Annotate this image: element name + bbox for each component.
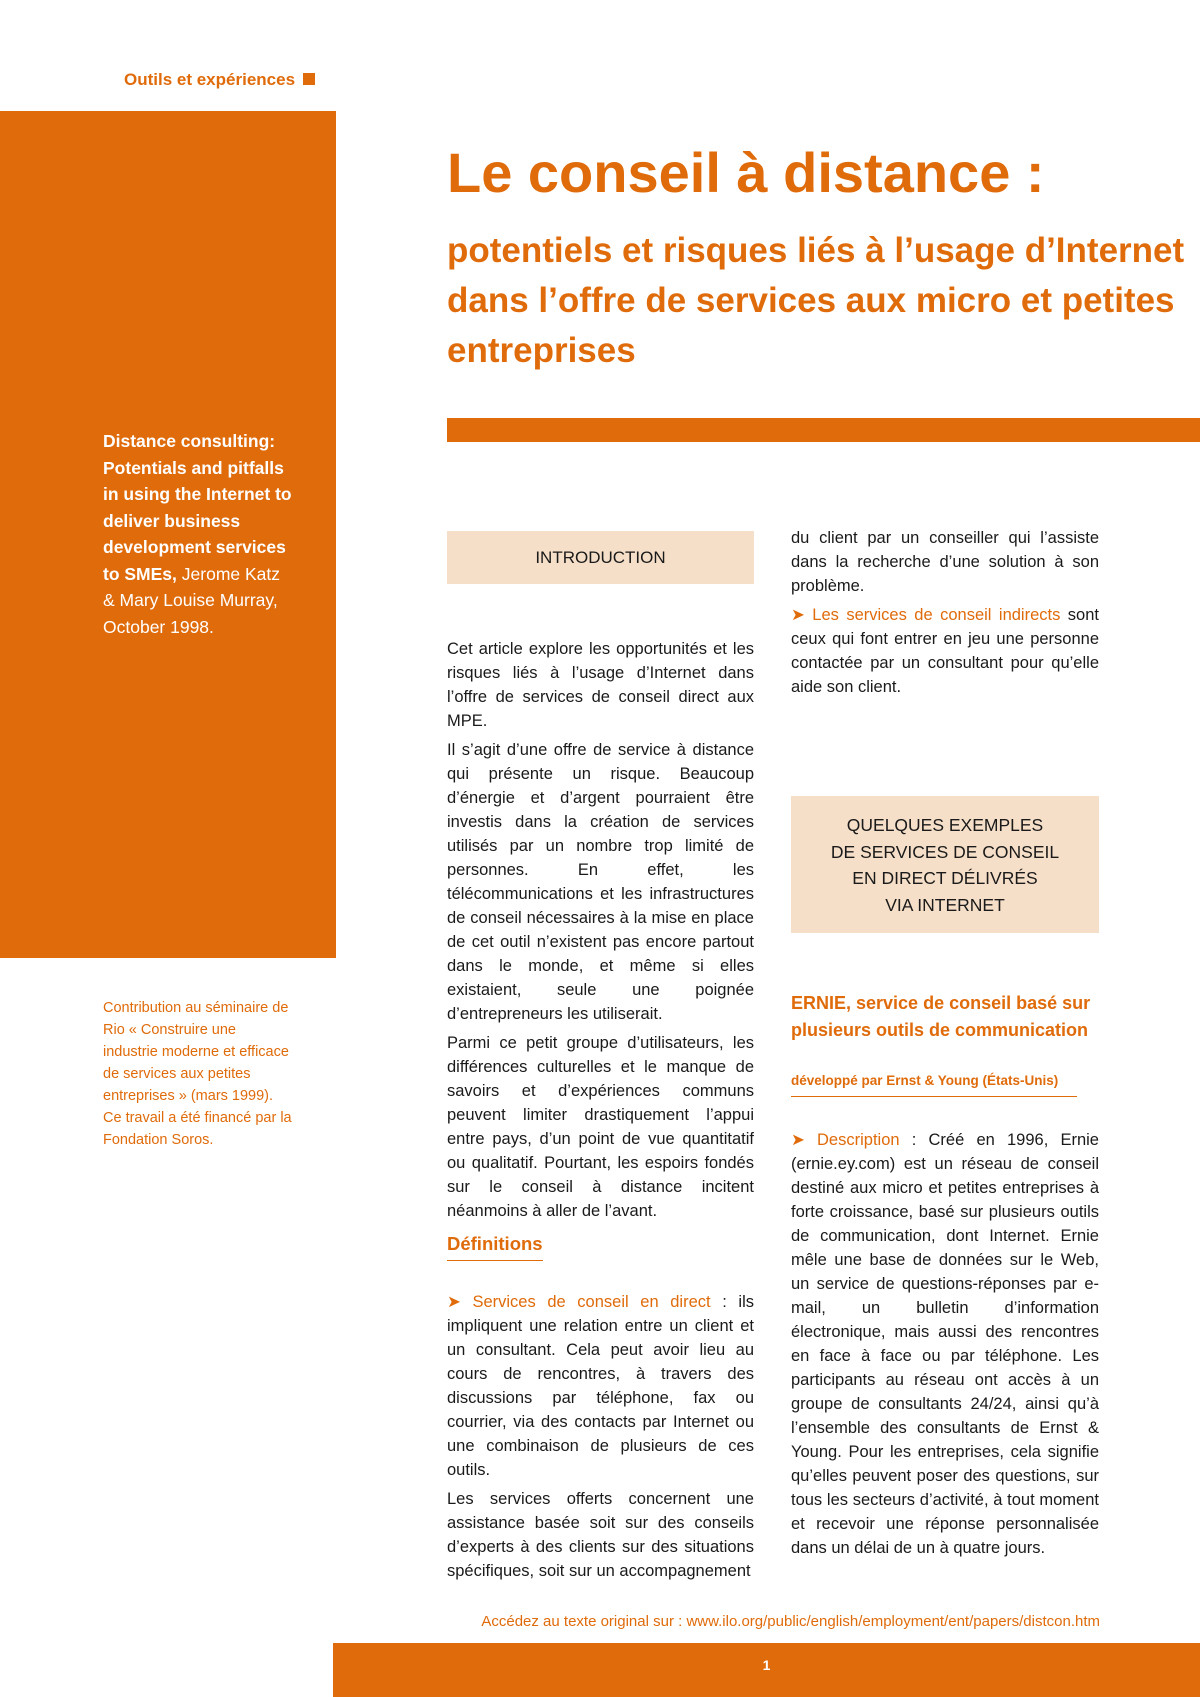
original-text-link[interactable]: Accédez au texte original sur : www.ilo.org/public/english/employment/ent/papers/distcon.htm	[481, 1613, 1100, 1630]
examples-box	[791, 796, 1099, 933]
arrow-bullet-icon: ➤	[791, 606, 805, 624]
footer-bar	[333, 1643, 1200, 1697]
page-number: 1	[762, 1657, 771, 1673]
examples-line-4: VIA INTERNET	[885, 894, 1005, 915]
sidebar-english-title: Distance consulting: Potentials and pitfalls in using the Internet to deliver business development services to SMEs,	[103, 431, 292, 584]
direct-services-paragraph	[447, 1290, 754, 1482]
ernie-column	[791, 1128, 1099, 1565]
arrow-bullet-icon: ➤	[791, 1131, 805, 1149]
ernie-description-paragraph	[791, 1128, 1099, 1560]
examples-line-1: QUELQUES EXEMPLES	[846, 815, 1044, 835]
indirect-services-text: sont ceux qui font entrer en jeu une personne contactée par un consultant pour qu’elle aide son client.	[791, 606, 1099, 696]
definitions-column	[447, 1290, 754, 1588]
offered-services-paragraph: Les services offerts concernent une assistance basée soit sur des conseils d’experts à des clients sur des situations spécifiques, soit sur un accompagnement	[447, 1490, 754, 1580]
arrow-bullet-icon: ➤	[447, 1293, 461, 1311]
intro-paragraph-2: Il s’agit d’une offre de service à distance qui présente un risque. Beaucoup d’énergie et d’argent pourraient être investis dans la création de services utilisés par un nombre trop limité de personnes. En effet, les télécommunications et les infrastructures de conseil nécessaires à la mise en place de cet outil n’existent pas encore partout dans le monde, et même si elles existaient, seule une poignée d’entrepreneurs les utiliserait.	[447, 741, 754, 1023]
introduction-box	[447, 531, 754, 584]
examples-line-3: EN DIRECT DÉLIVRÉS	[852, 868, 1038, 888]
direct-services-term: Services de conseil en direct	[472, 1293, 711, 1311]
examples-line-2: DE SERVICES DE CONSEIL	[830, 841, 1060, 862]
ernie-heading: ERNIE, service de conseil basé sur plusieurs outils de communication	[791, 993, 1091, 1040]
page-subtitle: potentiels et risques liés à l’usage d’Internet dans l’offre de services aux micro et petites entreprises	[447, 231, 1185, 370]
intro-column	[447, 637, 754, 1228]
introduction-label: INTRODUCTION	[535, 548, 666, 567]
sidebar-authors: Jerome Katz & Mary Louise Murray, October 1998.	[103, 563, 281, 637]
definitions-continued-column	[791, 526, 1099, 704]
sidebar-funding-text: Ce travail a été financé par la Fondation Soros.	[103, 1110, 292, 1148]
indirect-services-term: Les services de conseil indirects	[812, 606, 1061, 624]
intro-paragraph-1: Cet article explore les opportunités et les risques liés à l’usage d’Internet dans l’offre de services de conseil direct aux MPE.	[447, 640, 754, 730]
definitions-heading: Définitions	[447, 1233, 543, 1261]
intro-paragraph-3: Parmi ce petit groupe d’utilisateurs, les différences culturelles et le manque de savoirs et d’expériences communs peuvent limiter drastiquement l’appui entre pays, d’un point de vue quantitatif ou qualitatif. Pourtant, les espoirs fondés sur le conseil à distance incitent néanmoins à aller de l’avant.	[447, 1034, 754, 1220]
sidebar-english-reference	[103, 428, 293, 640]
ernie-description-term: Description	[817, 1131, 900, 1149]
section-tag	[124, 70, 315, 90]
direct-services-text: : ils impliquent une relation entre un client et un consultant. Cela peut avoir lieu au cours de rencontres, à travers des discussions par téléphone, fax ou courrier, via des contacts par Internet ou une combinaison de plusieurs de ces outils.	[447, 1293, 754, 1479]
indirect-services-paragraph	[791, 603, 1099, 699]
ernie-developer: développé par Ernst & Young (États-Unis)	[791, 1073, 1077, 1097]
page-title: Le conseil à distance :	[447, 141, 1045, 204]
square-bullet-icon	[303, 73, 315, 85]
sidebar-contribution	[103, 997, 293, 1151]
section-tag-label: Outils et expériences	[124, 70, 296, 89]
title-divider-bar	[447, 418, 1200, 442]
sidebar-contribution-text: Contribution au séminaire de Rio « Construire une industrie moderne et efficace de services aux petites entreprises » (mars 1999).	[103, 1000, 289, 1104]
continued-paragraph: du client par un conseiller qui l’assiste dans la recherche d’une solution à son problème.	[791, 529, 1099, 595]
ernie-description-text: : Créé en 1996, Ernie (ernie.ey.com) est un réseau de conseil destiné aux micro et petites entreprises à forte croissance, basé sur plusieurs outils de communication, dont Internet. Ernie mêle une base de données sur le Web, un service de questions-réponses par e-mail, un bulletin d’information électronique, mais aussi des rencontres en face à face ou par téléphone. Les participants au réseau ont accès à un groupe de consultants 24/24, ainsi qu’à l’ensemble des consultants de Ernst & Young. Pour les entreprises, cela signifie qu’elles peuvent poser des questions, sur tous les secteurs d’activité, à tout moment et recevoir une réponse personnalisée dans un délai de un à quatre jours.	[791, 1131, 1099, 1557]
